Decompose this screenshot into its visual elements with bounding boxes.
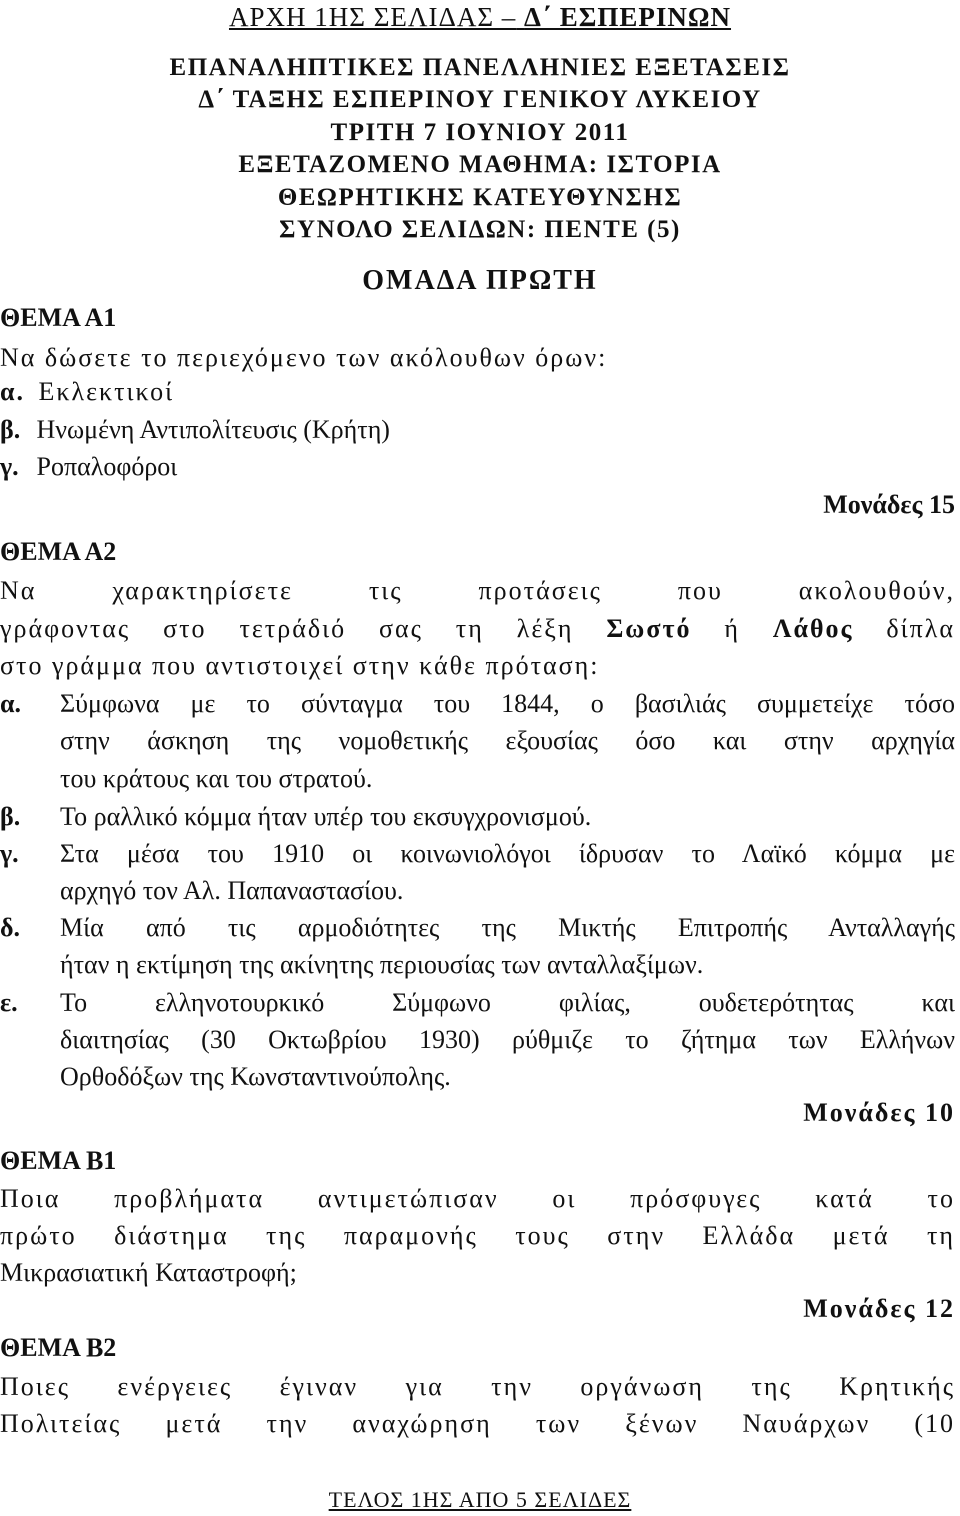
section-heading-a2: ΘΕΜΑ Α2 [0, 537, 117, 566]
a1-item [0, 449, 960, 485]
item-marker: γ. [0, 839, 19, 868]
group-title: ΟΜΑΔΑ ΠΡΩΤΗ [362, 265, 598, 296]
item-line: αρχηγό τον Αλ. Παπαναστασίου. [60, 876, 404, 905]
a2-intro-line: στο γράμμα που αντιστοιχεί στην κάθε πρόταση: [0, 651, 600, 680]
a2-intro-line: Να χαρακτηρίσετε τις προτάσεις που ακολουθούν, [0, 576, 955, 605]
page-header-sub: Δ΄ ΕΣΠΕΡΙΝΩΝ [524, 2, 732, 32]
a1-prompt: Να δώσετε το περιεχόμενο των ακόλουθων όρων: [0, 343, 608, 372]
b2-line: Πολιτείας μετά την αναχώρηση των ξένων Ναυάρχων (10 [0, 1409, 955, 1438]
item-marker: α. [0, 377, 26, 406]
a2-intro-text: γράφοντας στο τετράδιό σας τη λέξη [0, 614, 607, 643]
page-header-title [229, 2, 731, 32]
exam-info-line: Δ΄ ΤΑΞΗΣ ΕΣΠΕΡΙΝΟΥ ΓΕΝΙΚΟΥ ΛΥΚΕΙΟΥ [198, 86, 762, 114]
a1-item [0, 412, 960, 448]
item-text: Ηνωμένη Αντιπολίτευσις (Κρήτη) [36, 415, 390, 444]
item-text: Ροπαλοφόροι [36, 452, 178, 481]
item-marker: α. [0, 689, 22, 718]
item-marker: β. [0, 802, 21, 831]
item-line: Μία από τις αρμοδιότητες της Μικτής Επιτροπής Ανταλλαγής [60, 913, 955, 942]
exam-info-line: ΣΥΝΟΛΟ ΣΕΛΙΔΩΝ: ΠΕΝΤΕ (5) [279, 215, 681, 243]
b1-line: Ποια προβλήματα αντιμετώπισαν οι πρόσφυγες κατά το [0, 1184, 955, 1213]
section-heading-b2: ΘΕΜΑ Β2 [0, 1333, 117, 1362]
item-line: Στα μέσα του 1910 οι κοινωνιολόγοι ίδρυσαν το Λαϊκό κόμμα με [60, 839, 955, 868]
exam-info-line: ΕΠΑΝΑΛΗΠΤΙΚΕΣ ΠΑΝΕΛΛΗΝΙΕΣ ΕΞΕΤΑΣΕΙΣ [169, 54, 791, 81]
b2-line: Ποιες ενέργειες έγιναν για την οργάνωση της Κρητικής [0, 1372, 955, 1401]
a1-item [0, 374, 960, 410]
item-marker: γ. [0, 452, 19, 481]
item-marker: ε. [0, 988, 18, 1017]
correct-word: Σωστό [606, 614, 692, 643]
page-header [0, 0, 960, 34]
a2-intro-or: ή [691, 614, 773, 643]
points-a1: Μονάδες 15 [823, 490, 955, 519]
page-footer: ΤΕΛΟΣ 1ΗΣ ΑΠΟ 5 ΣΕΛΙΔΕΣ [328, 1487, 632, 1512]
a2-intro-line [0, 611, 955, 647]
item-line: Ορθοδόξων της Κωνσταντινούπολης. [60, 1062, 451, 1091]
item-line: Σύμφωνα με το σύνταγμα του 1844, ο βασιλιάς συμμετείχε τόσο [60, 689, 955, 718]
item-line: Το ραλλικό κόμμα ήταν υπέρ του εκσυγχρονισμού. [60, 802, 592, 831]
points-b1: Μονάδες 12 [803, 1294, 955, 1323]
item-line: ήταν η εκτίμηση της ακίνητης περιουσίας των ανταλλαξίμων. [60, 950, 704, 979]
exam-info [0, 52, 960, 246]
section-heading-a1: ΘΕΜΑ Α1 [0, 303, 117, 332]
exam-info-line: ΤΡΙΤΗ 7 ΙΟΥΝΙΟΥ 2011 [330, 118, 630, 146]
a2-intro-text: δίπλα [853, 614, 955, 643]
page-header-text: ΑΡΧΗ 1ΗΣ ΣΕΛΙΔΑΣ – [228, 2, 517, 32]
exam-info-line: ΕΞΕΤΑΖΟΜΕΝΟ ΜΑΘΗΜΑ: ΙΣΤΟΡΙΑ [238, 151, 722, 179]
item-line: Το ελληνοτουρκικό Σύμφωνο φιλίας, ουδετερότητας και [60, 988, 955, 1017]
item-line: του κράτους και του στρατού. [60, 764, 373, 793]
item-marker: β. [0, 415, 21, 444]
item-line: στην άσκηση της νομοθετικής εξουσίας όσο και στην αρχηγία [60, 726, 955, 755]
item-text: Εκλεκτικοί [38, 377, 175, 406]
section-heading-b1: ΘΕΜΑ Β1 [0, 1146, 117, 1175]
b1-line: πρώτο διάστημα της παραμονής τους στην Ελλάδα μετά τη [0, 1221, 955, 1250]
wrong-word: Λάθος [772, 614, 854, 643]
points-a2: Μονάδες 10 [803, 1098, 955, 1127]
b1-line: Μικρασιατική Καταστροφή; [0, 1258, 297, 1287]
item-marker: δ. [0, 913, 20, 942]
exam-info-line: ΘΕΩΡΗΤΙΚΗΣ ΚΑΤΕΥΘΥΝΣΗΣ [277, 183, 683, 211]
item-line: διαιτησίας (30 Οκτωβρίου 1930) ρύθμιζε το ζήτημα των Ελλήνων [60, 1025, 955, 1054]
